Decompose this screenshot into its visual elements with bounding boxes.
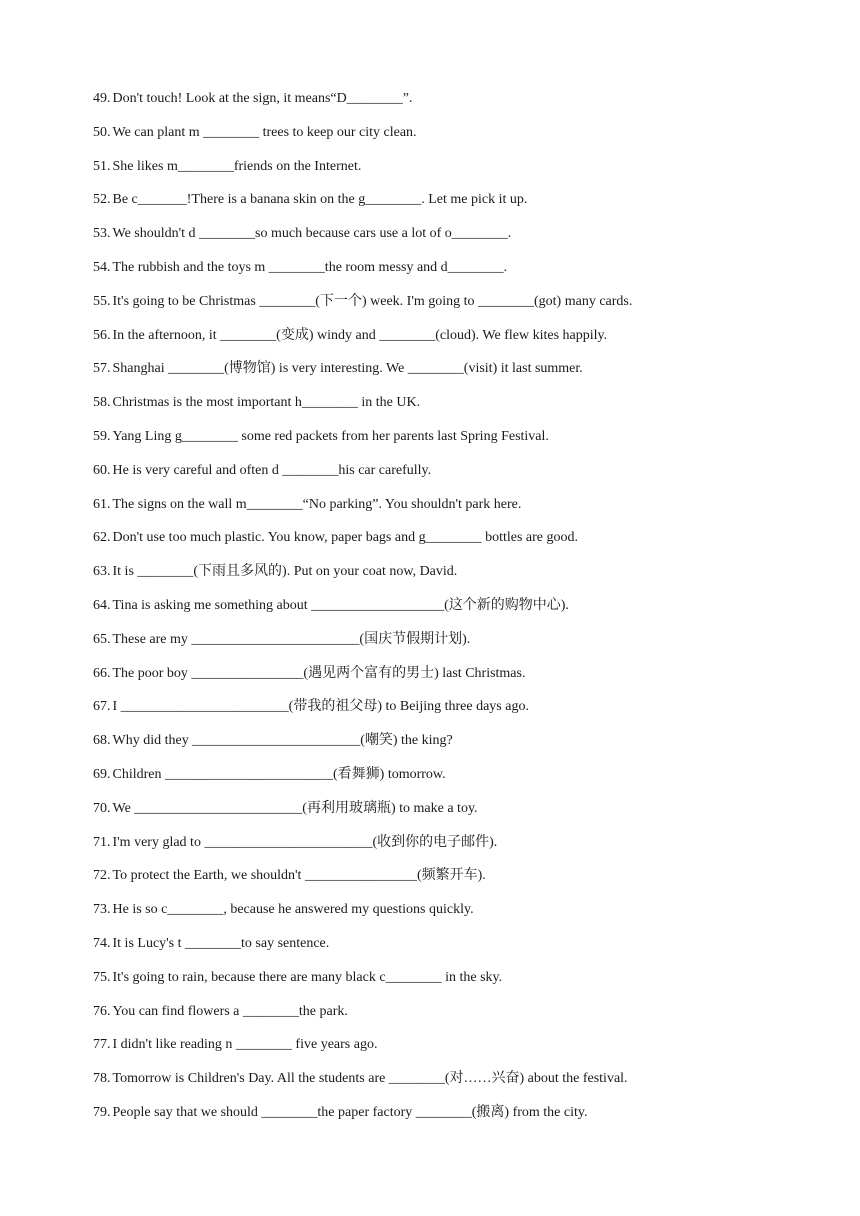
question-item: [93, 629, 833, 663]
question-item: [93, 156, 833, 190]
question-text: It's going to be Christmas ________(下一个) week. I'm going to ________(got) many cards.: [112, 293, 633, 309]
question-number: 58.: [93, 395, 111, 411]
question-text: We ________________________(再利用玻璃瓶) to make a toy.: [112, 800, 478, 816]
question-number: 62.: [93, 530, 111, 546]
question-item: [93, 663, 833, 697]
question-item: [93, 1068, 833, 1102]
question-item: [93, 88, 833, 122]
question-number: 56.: [93, 327, 111, 343]
question-item: [93, 730, 833, 764]
question-text: In the afternoon, it ________(变成) windy and ________(cloud). We flew kites happily.: [112, 327, 608, 343]
question-item: [93, 223, 833, 257]
question-number: 78.: [93, 1071, 111, 1087]
question-item: [93, 494, 833, 528]
question-number: 65.: [93, 631, 111, 647]
question-number: 77.: [93, 1037, 111, 1053]
question-number: 67.: [93, 699, 111, 715]
question-item: [93, 291, 833, 325]
question-text: Be c_______!There is a banana skin on the g________. Let me pick it up.: [112, 192, 528, 208]
question-item: [93, 764, 833, 798]
question-item: [93, 189, 833, 223]
question-item: [93, 696, 833, 730]
question-text: I ________________________(带我的祖父母) to Beijing three days ago.: [112, 699, 529, 715]
question-number: 72.: [93, 868, 111, 884]
question-list: [93, 88, 833, 1136]
question-text: Why did they ________________________(嘲笑) the king?: [112, 733, 453, 749]
question-item: [93, 1034, 833, 1068]
question-number: 53.: [93, 226, 111, 242]
question-item: [93, 899, 833, 933]
question-text: People say that we should ________the paper factory ________(搬离) from the city.: [112, 1104, 588, 1120]
question-number: 71.: [93, 834, 111, 850]
question-item: [93, 798, 833, 832]
question-item: [93, 527, 833, 561]
question-number: 49.: [93, 91, 111, 106]
question-text: Shanghai ________(博物馆) is very interesting. We ________(visit) it last summer.: [112, 361, 583, 377]
question-number: 51.: [93, 158, 111, 174]
question-item: [93, 325, 833, 359]
question-number: 61.: [93, 496, 111, 512]
question-number: 74.: [93, 935, 111, 951]
question-text: Children ________________________(看舞狮) tomorrow.: [112, 766, 446, 782]
question-number: 52.: [93, 192, 111, 208]
question-text: You can find flowers a ________the park.: [112, 1003, 348, 1019]
question-number: 57.: [93, 361, 111, 377]
question-text: We shouldn't d ________so much because cars use a lot of o________.: [112, 226, 512, 242]
question-text: I didn't like reading n ________ five years ago.: [112, 1037, 378, 1053]
question-item: [93, 122, 833, 156]
question-number: 73.: [93, 902, 111, 918]
question-text: Tina is asking me something about ___________________(这个新的购物中心).: [112, 597, 569, 613]
question-item: [93, 933, 833, 967]
question-item: [93, 257, 833, 291]
question-number: 50.: [93, 124, 111, 140]
question-number: 66.: [93, 665, 111, 681]
question-item: [93, 561, 833, 595]
question-number: 69.: [93, 766, 111, 782]
question-item: [93, 426, 833, 460]
question-number: 54.: [93, 259, 111, 275]
question-text: These are my ________________________(国庆节假期计划).: [112, 631, 471, 647]
question-number: 70.: [93, 800, 111, 816]
question-text: Tomorrow is Children's Day. All the students are ________(对……兴奋) about the festival.: [112, 1071, 628, 1087]
question-text: She likes m________friends on the Internet.: [112, 158, 362, 174]
question-text: He is so c________, because he answered my questions quickly.: [112, 902, 474, 918]
question-number: 59.: [93, 428, 111, 444]
question-item: [93, 392, 833, 426]
question-number: 60.: [93, 462, 111, 478]
question-number: 76.: [93, 1003, 111, 1019]
question-item: [93, 1001, 833, 1035]
question-number: 79.: [93, 1104, 111, 1120]
question-item: [93, 595, 833, 629]
question-number: 75.: [93, 969, 111, 985]
question-item: [93, 1102, 833, 1136]
question-text: It is Lucy's t ________to say sentence.: [112, 935, 330, 951]
question-number: 68.: [93, 733, 111, 749]
question-text: Yang Ling g________ some red packets from her parents last Spring Festival.: [112, 428, 549, 444]
question-item: [93, 358, 833, 392]
question-text: It is ________(下雨且多风的). Put on your coat now, David.: [112, 564, 458, 580]
question-text: He is very careful and often d ________his car carefully.: [112, 462, 432, 478]
question-number: 63.: [93, 564, 111, 580]
question-item: [93, 865, 833, 899]
question-text: We can plant m ________ trees to keep our city clean.: [112, 124, 417, 140]
question-item: [93, 967, 833, 1001]
question-text: It's going to rain, because there are many black c________ in the sky.: [112, 969, 503, 985]
question-text: Christmas is the most important h________ in the UK.: [112, 395, 421, 411]
question-number: 55.: [93, 293, 111, 309]
question-text: To protect the Earth, we shouldn't ________________(频繁开车).: [112, 868, 486, 884]
question-text: The rubbish and the toys m ________the room messy and d________.: [112, 259, 508, 275]
question-item: [93, 460, 833, 494]
question-text: The signs on the wall m________“No parking”. You shouldn't park here.: [112, 496, 522, 512]
question-text: Don't use too much plastic. You know, paper bags and g________ bottles are good.: [112, 530, 578, 546]
question-text: I'm very glad to ________________________(收到你的电子邮件).: [112, 834, 498, 850]
question-item: [93, 832, 833, 866]
question-text: Don't touch! Look at the sign, it means“D________”.: [112, 91, 413, 106]
question-text: The poor boy ________________(遇见两个富有的男士) last Christmas.: [112, 665, 526, 681]
question-number: 64.: [93, 597, 111, 613]
